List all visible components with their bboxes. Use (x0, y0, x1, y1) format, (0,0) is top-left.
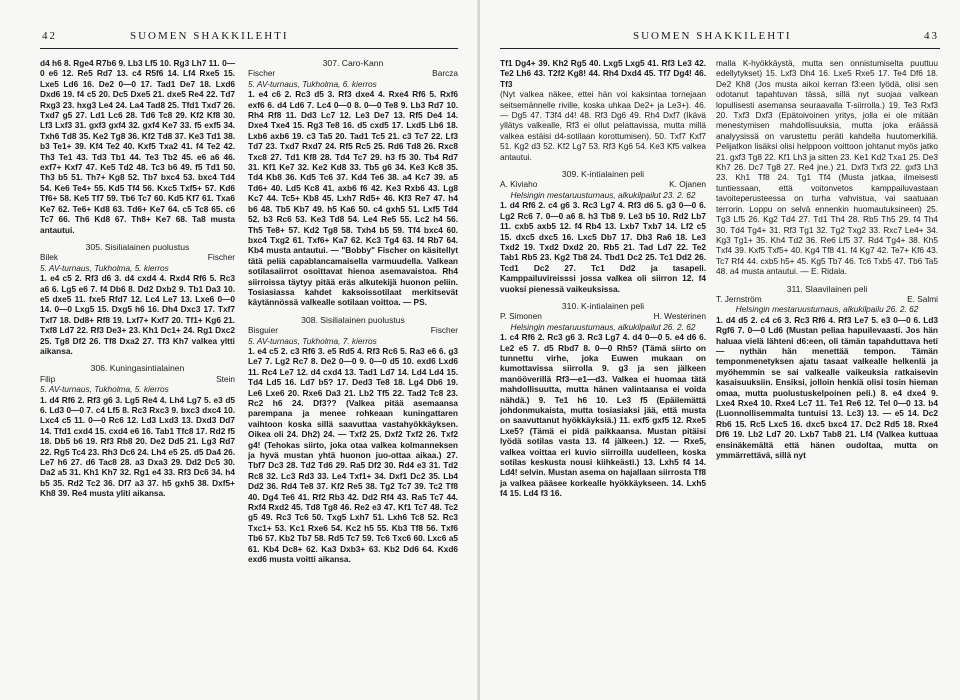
moves-307: 1. e4 c6 2. Rc3 d5 3. Rf3 dxe4 4. Rxe4 Rf6 5. Rxf6 exf6 6. d4 Ld6 7. Lc4 0—0 8. 0—0 Te8 9. Lb3 Rd7 10. Rh4 Rf8 11. Dd3 Lc7 12. Le3 De7 13. Rf5 De4 14. Dxe4 Txe4 15. Rg3 Te8 16. d5 cxd5 17. Lxd5 Lb6 18. Lxb6 axb6 19. c3 Ta5 20. Tad1 Tc5 21. c3 Tc7 22. Lf3 Td7 23. Txd7 Rxd7 24. Rf5 Rc5 25. Rd6 Td8 26. Rxc8 Txc8 27. Td1 Kf8 28. Td4 Tc7 29. h3 f5 30. Tb4 Rd7 31. Kf1 Ke7 32. Ke2 Kd8 33. Tb5 g6 34. Ke3 Kc8 35. Td4 Kb8 36. Kd5 Tc6 37. Kd4 Te6 38. a4 Kc7 39. a5 Td6+ 40. Ld5 Kc8 41. axb6 f6 42. Ke3 Rxb6 43. Lg8 Kc7 44. Tc5+ Kb8 45. Lxh7 Rd5+ 46. Kf3 Re7 47. h4 b6 48. Tb5 Kb7 49. h5 Ka6 50. c4 gxh5 51. Lxf5 Td4 52. b3 Rc6 53. Ke3 Td8 54. Le4 Re5 55. Lc2 h4 56. Th5 Te8+ 57. Kd2 Tg8 58. Txh4 b5 59. Tf4 bxc4 60. bxc4 Txg2 61. Txf6+ Ka7 62. Kc3 Tg4 63. f4 Rb7 64. Kb4 musta antautui. — "Bobby" Fischer on käsitellyt tätä peliä capablancamaisella varmuudella. Valkean sotilasaiirrot osoittavat hienoa asemavaistoa. Rh4 siirroissa täytyy pitää eräs alkutekijä huonon peliin. Tosiasiassa kahdet kaksoissotilaat merkitsevät käytännössä valkealle sotilaan voittoa. — PS. (248, 89, 458, 308)
white-player-308: Bisguier (248, 325, 278, 336)
moves-306: 1. d4 Rf6 2. Rf3 g6 3. Lg5 Re4 4. Lh4 Lg7 5. e3 d5 6. Ld3 0—0 7. c4 Lf5 8. Rc3 Rxc3 9. bxc3 dxc4 10. Lxc4 c5 11. 0—0 Rc6 12. Ld3 Lxd3 13. Dxd3 Dd7 14. Tfd1 cxd4 15. cxd4 e6 16. Tab1 Tfc8 17. Rd2 f5 18. Db5 b6 19. Rf3 Rb8 20. De2 Dd5 21. Lg3 Rd7 22. Rg5 Tc4 23. Rh3 Dc6 24. Lh4 e5 25. d5 Da4 26. Le7 h6 27. d6 Tac8 28. a3 Dxa3 29. Dd2 Dc5 30. Da2 a5 31. Kh1 Kh7 32. Rg1 e4 33. Rf3 Dc6 34. h4 b5 35. Rd2 Tc2 36. Df7 a3 37. h5 gxh5 38. Dxf5+ Kh8 39. Re4 musta yliti aikansa. (40, 394, 235, 499)
right-page (480, 0, 960, 700)
players-310 (500, 311, 706, 321)
game-title-306: 306. Kuningasintialainen (90, 363, 185, 374)
moves-308: 1. e4 c5 2. c3 Rf6 3. e5 Rd5 4. Rf3 Rc6 5. Ra3 e6 6. g3 Le7 7. Lg2 Rc7 8. De2 0—0 9. 0—0 d5 10. exd6 Lxd6 11. Rc4 Le7 12. d4 cxd4 13. Tad1 Ld7 14. Ld4 Ld4 15. Td4 Ld5 16. Ld7 b5? 17. Ded3 Te8 18. Lg4 Db6 19. Le6 Lxe6 20. Rxe6 Da3 21. Lb2 Tf5 22. Tad2 Tc8 23. Rc2 h6 24. Df3?? (Valkea pitää asemaansa parempana ja menee rohkeaan kuningattaren vaihtoon koska sillä saavuttaa vastahyökkäyksen. Oikea oli 24. Dh2) 24. — Txf2 25. Dxf2 Txf2 26. Txf2 g4! (Tehokas siirto, joka otaa valkea kolmanneksen ja hyvä mustan yhtä huonon juo-ottaa aikaa.) 27. Tbf7 Dc3 28. Td2 Td6 29. Ra5 Df2 30. Rd4 e3 31. Td2 Rc8 32. Lc3 Rd3 33. Le4 Txf1+ 34. Dxf1 Dc2 35. Lb4 Dd2 36. Rd4 Te8 37. Kf2 Re5 38. Tg2 Tc7 39. Tc2 Tf8 40. Dg4 Te6 41. Rf2 Rb3 42. Dd2 Rf4 43. Ra5 Tc7 44. Rxf4 Rxd2 45. Td8 Tg8 46. Re2 e3 47. Kf1 Tc7 48. Tc2 g5 49. Rc3 Tc6 50. Txg5 Lxh7 51. Lxh6 Tc8 52. Rc3 Txc1+ 53. Kc1 Rxe6 54. Kc2 h5 55. Kb3 Tf8 56. Txf6 Tb6 57. Kb2 Tb7 58. Rd5 Tc7 59. Tc6 Txc6 60. Lxc6 a5 61. Kb4 Dc8+ 62. Ka3 Dxb3+ 63. Kb2 Dd6 64. Kxd6 exd6 musta voitti aikansa. (248, 345, 458, 565)
players-308 (248, 325, 458, 335)
black-player-306: Stein (216, 373, 235, 384)
white-player-311: T. Jernström (716, 293, 762, 304)
players-309 (500, 179, 706, 189)
event-305: 5. AV-turnaus, Tukholma, 5. kierros (40, 262, 169, 273)
white-player-305: Bilek (40, 252, 58, 263)
event-311: Helsingin mestaruusturnaus, alkukilpailu 26. 2. 62 (735, 304, 919, 315)
game-title-309: 309. K-intialainen peli (561, 169, 645, 180)
page-number-left: 42 (42, 30, 57, 42)
event-308: 5. AV-turnaus, Tukholma, 7. kierros (248, 335, 377, 346)
white-player-310: P. Simonen (500, 311, 542, 322)
players-307 (248, 68, 458, 78)
game-title-305: 305. Sisilialainen puolustus (85, 241, 190, 252)
moves-305: 1. e4 c5 2. Rf3 d6 3. d4 cxd4 4. Rxd4 Rf6 5. Rc3 a6 6. Lg5 e6 7. f4 Db6 8. Dd2 Dxb2 9. Tb1 Da3 10. e5 dxe5 11. fxe5 Rfd7 12. Lc4 Le7 13. Lxe6 0—0 14. 0—0 Lxg5 15. Dxg5 h6 16. Dh4 Dxc3 17. Txf7 Txf7 18. Dd8+ Rf8 19. Lxf7+ Kxf7 20. Tf1+ Kg6 21. Txf8 Ld7 22. Rf3 De3+ 23. Kh1 Dc1+ 24. Rg1 Dxc2 25. Tg8 Df2 26. Tf8 Dxa2 27. Tf3 Kh7 valkea yltti aikansa. (40, 273, 235, 356)
white-player-309: A. Kiviaho (500, 179, 538, 190)
black-player-311: E. Salmi (907, 293, 938, 304)
players-306 (40, 374, 235, 384)
white-player-306: Filip (40, 373, 56, 384)
event-309: Helsingin mestaruusturnaus, alkukilpailut 23. 2. 62 (510, 189, 696, 200)
running-head-right: SUOMEN SHAKKILEHTI (633, 30, 792, 42)
players-311 (716, 294, 938, 304)
running-head-left: SUOMEN SHAKKILEHTI (130, 30, 289, 42)
game-title-307: 307. Caro-Kann (322, 58, 384, 68)
game-title-310: 310. K-intialainen peli (561, 300, 645, 311)
game-title-311: 311. Slaavilainen peli (786, 283, 868, 294)
moves-309: 1. d4 Rf6 2. c4 g6 3. Rc3 Lg7 4. Rf3 d6 5. g3 0—0 6. Lg2 Rc6 7. 0—0 a6 8. h3 Tb8 9. Le3 b5 10. Rd2 Lb7 11. cxb5 axb5 12. f4 Rb4 13. Lxb7 Txb7 14. Lf2 c5 15. dxc5 dxc5 16. Lxc5 Db7 17. Db3 Ra6 18. Le3 Txd2 19. Txd2 Dxd2 20. Rb5 21. Tad Ld7 22. Te2 Tab1 Rb5 23. Kg2 Tb8 24. Tbd1 Dc2 25. Tc1 Dd2 26. Tcd1 Dc2 27. Tc1 Dd2 ja tasapeli. Kamppailuvireisssi jossa valkea oli siirron 12. f4 vuoksi pienessä vaikeuksissa. (500, 200, 706, 294)
continued-game-moves: d4 h6 8. Rge4 R7b6 9. Lb3 Lf5 10. Rg3 Lh7 11. 0—0 e6 12. Re5 Rd7 13. c4 R5f6 14. Lf4 Rxe5 15. Lxe5 Ld6 16. De2 0—0 17. Tad1 De7 18. Lxd6 Dxd6 19. f4 c5 20. Dc5 Dxe5 21. dxe5 Re4 22. Td7 Rxg3 23. hxg3 Le4 24. La4 Tad8 25. Tfd1 Txd7 26. Txd7 g5 27. Ld1 Lc6 28. Td6 Tc8 29. Kf2 Kf8 30. Lf3 Lxf3 31. gxf3 gxf4 32. gxf4 Ke7 33. f5 exf5 34. Txh6 Td8 35. Ke2 Tg8 36. Kf2 Td8 37. Ke3 Td1 38. b3 Te1+ 39. Kf4 Te2 40. Kxf5 Txa2 41. f4 Te2 42. Th3 Te1 43. Td3 Tb1 44. Te3 Tb2 45. e6 a6 46. exf7+ Kxf7 47. Ke5 Td2 48. Tc3 b6 49. f5 Td1 50. Th3 b5 51. Th7+ Kg8 52. Tb7 bxc4 53. bxc4 Td4 54. Ke6 Te4+ 55. Kd5 Tf4 56. Kxc5 Txf5+ 57. Kd6 Tf6+ 58. Ke5 Tf7 59. Tb6 Tc7 60. Kd5 Kf7 61. Txa6 Ke7 62. Te6+ Kd8 63. Td6+ Ke7 64. c5 Tc8 65. c6 Tc7 66. Th6 Kd8 67. Th8+ Ke7 68. Ta8 musta antautui. (40, 58, 235, 235)
right-column-1 (500, 58, 706, 499)
black-player-305: Fischer (207, 252, 235, 263)
moves-310: 1. c4 Rf6 2. Rc3 g6 3. Rc3 Lg7 4. d4 0—0 5. e4 d6 6. Le2 e5 7. d5 Rbd7 8. 0—0 Rh5? (Tämä siirto on tunnettu virhe, joka Euwen mukaan on kumottavissa siirrolla 9. g3 ja sen jälkeen manööverillä Rf3—e1—d3. Valkea ei huomaa tätä mahdollisuutta, mutta hänen valintaansa ei voida nähdä.) 9. Te1 h6 10. Le3 f5 (Epäilemättä johdonmukaista, mutta tosiasiaksi jää, että musta on saavuttanut hyökkäyksiä.) 11. exf5 gxf5 12. Rxe5 Lxe5? (Tämä ei pidä paikkaansa. Mustan pitäisi lyödä sotilas vasta 13. f4 jälkeen.) 12. — Rxe5, valkea voittaa eri kuvio siirroilla uudelleen, koska sotilas keskusta nousi kiihkeästi.) 13. Lxh5 f4 14. Ld4! selvin. Mustan asema on hajallaan siirrosta Tf8 ja valkea pääsee korkealle hyökkäykseen. 14. Lxh5 f4 15. Ld4 f3 16. (500, 332, 706, 499)
header-rule-right (500, 48, 940, 49)
white-player-307: Fischer (248, 68, 276, 79)
black-player-310: H. Westerinen (653, 311, 706, 322)
event-307: 5. AV-turnaus, Tukholma, 6. kierros (248, 78, 377, 89)
black-player-308: Fischer (430, 325, 458, 336)
event-306: 5. AV-turnaus, Tukholma, 5. kierros (40, 384, 169, 395)
game-title-308: 308. Sisilialainen puolustus (301, 314, 405, 325)
continued-annotation: malla K-hyökkäystä, mutta sen onnistumiselta puuttuu edellytykset) 15. Lxf3 Dh4 16. Lxe5 Rxe5 17. Te4 Df6 18. De2 Kh8 (Jos musta aikoi kerran f3:een lyödä, olisi sen odotanut tapahtuvan tässä, sillä nyt suojaa valkean lopullisesti asemansa seuraavalla T-siirrolla.) 19. Te3 Rxf3 20. Txf3 Dxf3 (Epätoivoinen yritys, jolla ei ole mitään menestymisen mahdollisuuksia, mutta joka eräässä analyysissä on varustettu peräti kahdella huutomerkillä. Pelijatkon lisäksi olisi helppoon voittoon johtanut myös jatko 21. gxf3 Tg8 22. Kf1 Lh3 ja sitten 23. Ke1 Kd2 Txa1 25. De3 Kh7 26. Dc7 Tg8 27. Re4 jne.) 21. Dxf3 Txf3 22. gxf3 Lh3 23. Kh1 Tf8 24. Tg1 Tf4 (Musta jatkaa, ilmeisesti tuntiessaan, että voitonvetos kamppailuvastaan tavoiteperusteessa on turha vahvistua, vai saatuaan terrorin. Loppu on selvä ennenkin huomautuksineen) 25. Tg3 Lf5 26. Kg2 Td4 27. Td1 Th4 28. Rb5 Th5 29. f4 Th4 30. Td4 Tg4+ 31. Rf3 Tg1 32. Tg2 Txg2 33. Rxc7 Le4+ 34. Kg3 Tg1+ 35. Kh4 Td2 36. Re6 Lf5 37. Rd4 Tg4+ 38. Kh5 Txf4 39. Kxf5 Txf5+ 40. Kg4 Tf8 41. f4 Kg7 42. Te7+ Kf6 43. Tc7 Rf4 44. cxb5 h5+ 45. Kg5 Tb7 46. Tc6 Txb5 47. Tb6 Ta5 48. a4 musta antautui. — E. Ridala. (716, 58, 938, 277)
page-number-right: 43 (924, 30, 939, 42)
continued-game-note-right: (Nyt valkea näkee, ettei hän voi kaksintaa tornejaan seitsemännelle riville, koska uhkaa De2+ ja Le3+). 46. — Dg5 47. T3f4 d4! 48. Rf3 Dg6 49. Rh4 Dxf7 (Ikävä yllätys valkealle, Rf3 ei ollut pelattavissa, mutta millä valkea estäisi d4-sotilaan korottumisen). 50. Txf7 Kxf7 51. Kg2 d3 52. Kf2 Lg7 53. Rf3 Kg6 54. Ke3 Kf5 valkea antautui. (500, 89, 706, 162)
continued-game-moves-right: Tf1 Dg4+ 39. Kh2 Rg5 40. Lxg5 Lxg5 41. Rf3 Le3 42. Te2 Lh6 43. T2f2 Kg8! 44. Rh4 Dxd4 45. Tf7 Dg4! 46. Tf3 (500, 58, 706, 89)
left-column-2 (248, 58, 458, 565)
left-column-1 (40, 58, 235, 499)
black-player-307: Barcza (432, 68, 458, 79)
header-rule-left (40, 48, 458, 49)
black-player-309: K. Ojanen (669, 179, 706, 190)
moves-311: 1. d4 d5 2. c4 c6 3. Rc3 Rf6 4. Rf3 Le7 5. e3 0—0 6. Ld3 Rgf6 7. 0—0 Ld6 (Mustan peliaa hapuilevaasti. Jos hän haluaa vielä lähteni d6:een, oli tämän tapahduttava heti — nythän hän menettää tempon. Tämän temponmenetyksen ajatu tasaat valkealle helkenlä ja myöhemmin se sai valkealle vaikeuksia ratkaisevin kasaisuuksiin. Ensiksi, jolloin henkiä olisi tosin hieman omaa, mutta puolustuskelpoinen peli.) 8. e4 dxe4 9. Lxe4 Rxe4 10. Rxe4 Lc7 11. Te1 Re6 12. Tel 0—0 13. b4 (Luonnollisemmalta tuntuisi 13. Lc3) 13. — e5 14. Dc2 Rb6 15. Rc5 Lxc5 16. dxc5 bxc4 17. Dc2 Rd5 18. Rxe4 Df6 19. Lb2 Ld7 20. Lxb7 Tab8 21. Lf4 (Valkea kuttuaa ensinäkemältä että hänen oudoltaa, mutta on ymmärrettävä, sillä nyt (716, 314, 938, 461)
event-310: Helsingin mestaruusturnaus, alkukilpailut 26. 2. 62 (510, 321, 696, 332)
right-column-2 (716, 58, 938, 460)
players-305 (40, 252, 235, 262)
